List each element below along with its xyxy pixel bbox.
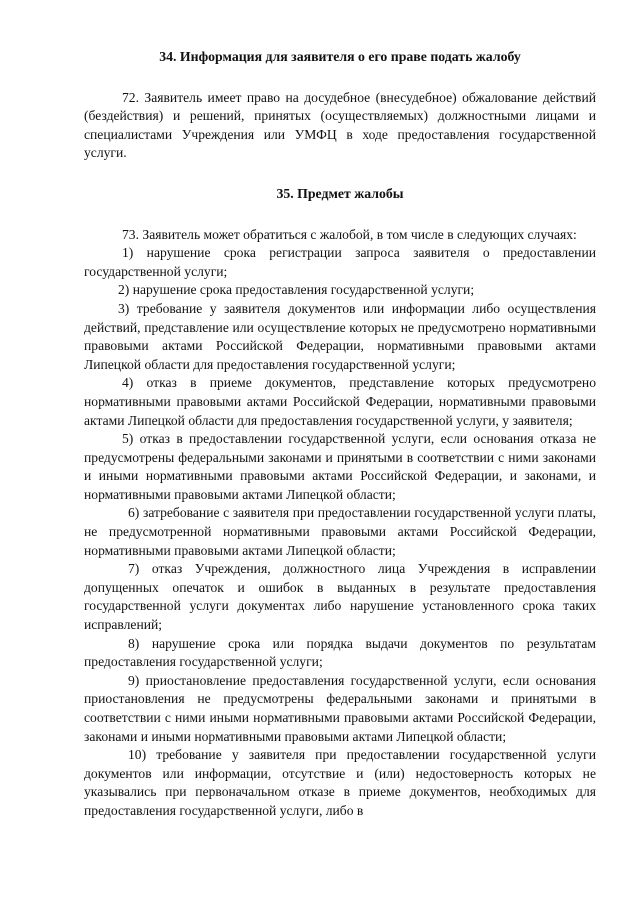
complaint-item-6: 6) затребование с заявителя при предоставлении государственной услуги платы, не предусмотренной нормативными правовыми актами Российской Федерации, нормативными правовыми актами Липецкой области; — [84, 505, 596, 558]
section-34-title: 34. Информация для заявителя о его праве подать жалобу — [159, 49, 521, 64]
complaint-item-5: 5) отказ в предоставлении государственной услуги, если основания отказа не предусмотрены федеральными законами и принятыми в соответствии с ними законами и иными нормативными правовыми актами Российской Федерации, и законами, и нормативными правовыми актами Липецкой области; — [84, 431, 596, 502]
paragraph-72: 72. Заявитель имеет право на досудебное (внесудебное) обжалование действий (бездействия) и решений, принятых (осуществляемых) должностными лицами и специалистами Учреждения или УМФЦ в ходе предоставления государственной услуги. — [84, 89, 596, 161]
complaint-item-2: 2) нарушение срока предоставления государственной услуги; — [118, 282, 475, 298]
complaint-item-7: 7) отказ Учреждения, должностного лица Учреждения в исправлении допущенных опечаток и ошибок в выданных в результате предоставления государственной услуги документах либо нарушение установленного срока таких исправлений; — [84, 561, 596, 633]
section-35-title: 35. Предмет жалобы — [276, 185, 404, 201]
complaint-item-8: 8) нарушение срока или порядка выдачи документов по результатам предоставления государственной услуги; — [84, 635, 596, 670]
complaint-item-9: 9) приостановление предоставления государственной услуги, если основания приостановления не предусмотрены федеральными законами и принятыми в соответствии с ними иными нормативными правовыми актами Российской Федерации, законами и иными нормативными правовыми актами Липецкой области; — [84, 672, 596, 744]
complaint-item-3: 3) требование у заявителя документов или информации либо осуществления действий, представление или осуществление которых не предусмотрено нормативными правовыми актами Российской Федерации, нормативными правовыми актами Липецкой области для предоставления государственной услуги; — [84, 300, 596, 372]
document-page — [84, 40, 596, 821]
complaint-item-4: 4) отказ в приеме документов, представление которых предусмотрено нормативными правовыми актами Российской Федерации, нормативными правовыми актами Липецкой области для предоставления государственной услуги, у заявителя; — [84, 375, 596, 428]
paragraph-73-intro: 73. Заявитель может обратиться с жалобой, в том числе в следующих случаях: — [122, 226, 577, 242]
complaint-item-10: 10) требование у заявителя при предоставлении государственной услуги документов или информации, отсутствие и (или) недостоверность которых не указывались при первоначальном отказе в приеме документов, необходимых для предоставления государственной услуги, либо в — [84, 747, 596, 818]
complaint-item-1: 1) нарушение срока регистрации запроса заявителя о предоставлении государственной услуги; — [84, 245, 596, 279]
